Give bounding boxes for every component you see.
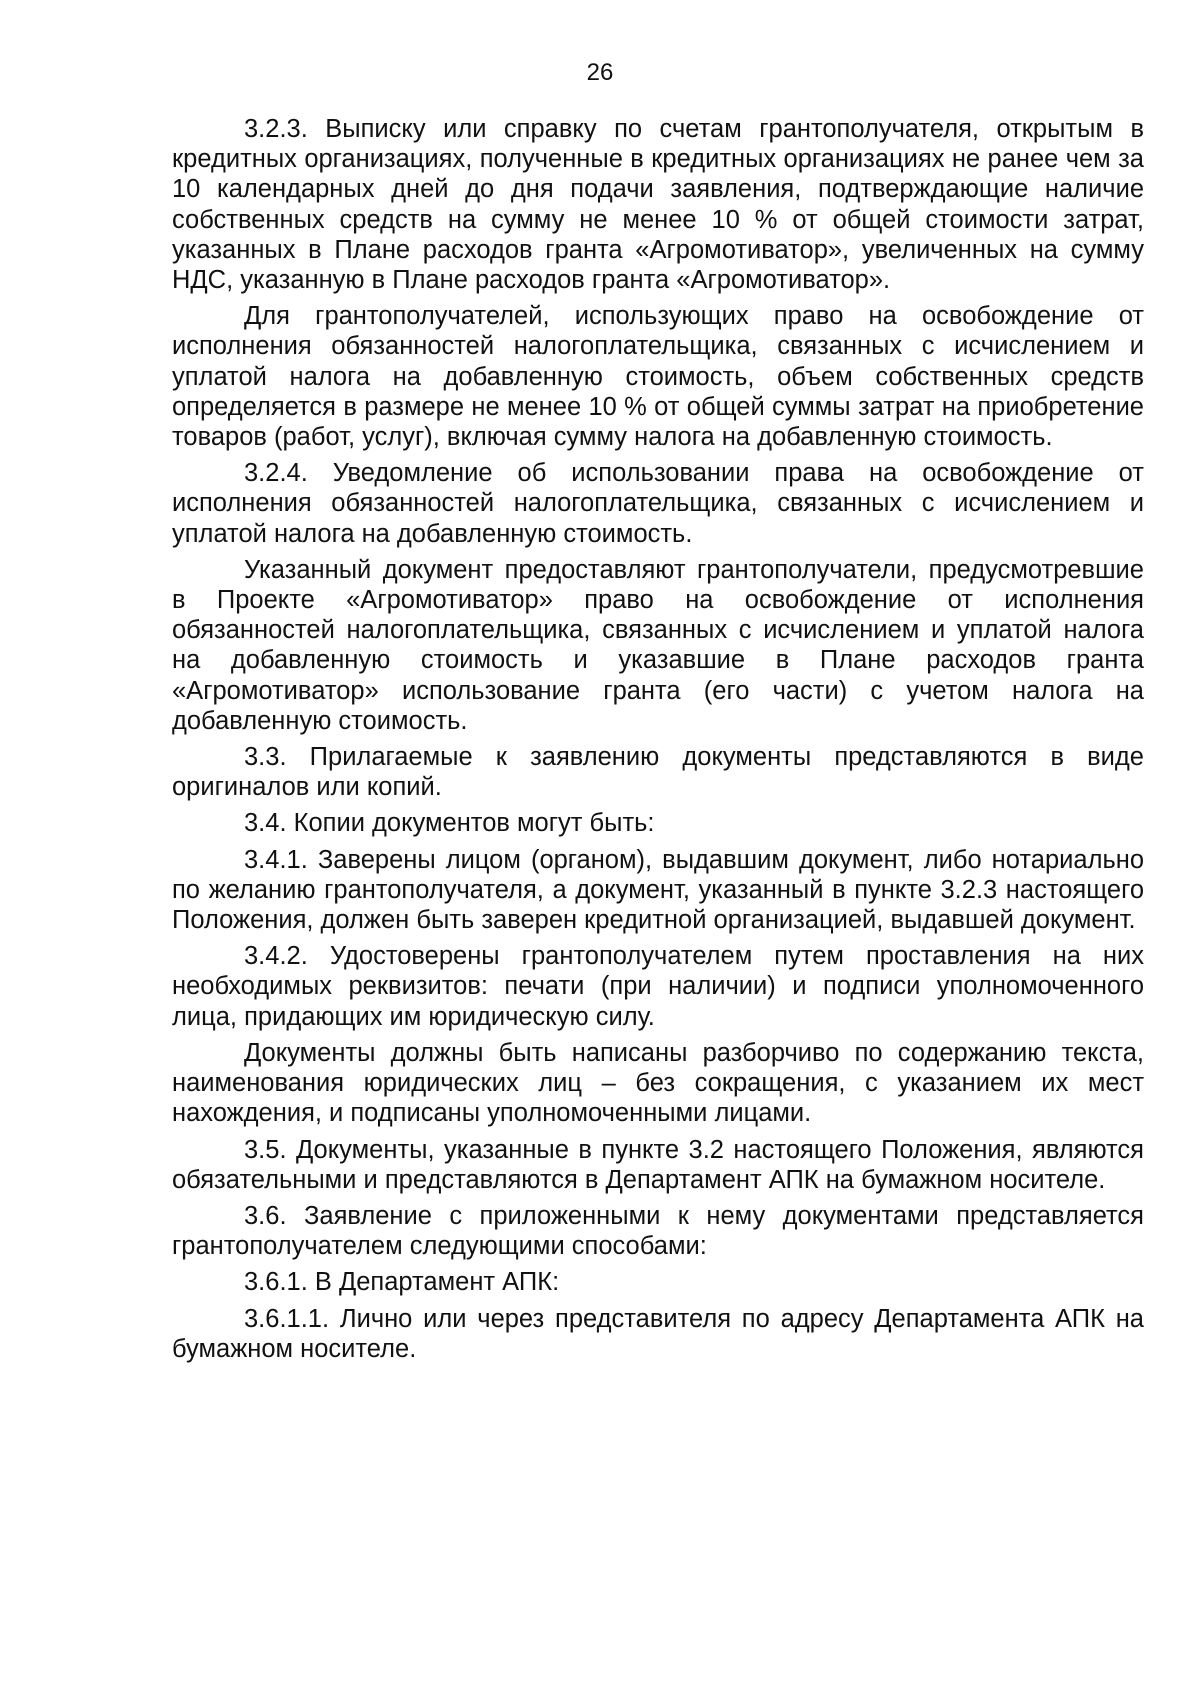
- paragraph-own-funds-vat-exempt: Для грантополучателей, использующих право на освобождение от исполнения обязанностей налогоплательщика, связанных с исчислением и уплатой налога на добавленную стоимость, объем собственных средств определяется в размере не менее 10 % от общей суммы затрат на приобретение товаров (работ, услуг), включая сумму налога на добавленную стоимость.: [172, 302, 1144, 452]
- paragraph-3-4: 3.4. Копии документов могут быть:: [244, 809, 655, 838]
- paragraph-3-2-4: 3.2.4. Уведомление об использовании права на освобождение от исполнения обязанностей налогоплательщика, связанных с исчислением и уплатой налога на добавленную стоимость.: [172, 459, 1144, 548]
- paragraph-3-6: 3.6. Заявление с приложенными к нему документами представляется грантополучателем следующими способами:: [172, 1201, 1144, 1261]
- paragraph-3-3: 3.3. Прилагаемые к заявлению документы представляются в виде оригиналов или копий.: [172, 743, 1144, 802]
- paragraph-document-providers: Указанный документ предоставляют грантополучатели, предусмотревшие в Проекте «Агромотиватор» право на освобождение от исполнения обязанностей налогоплательщика, связанных с исчислением и уплатой налога на добавленную стоимость и указавшие в Плане расходов гранта «Агромотиватор» использование гранта (его части) с учетом налога на добавленную стоимость.: [172, 555, 1144, 735]
- paragraph-3-2-3: 3.2.3. Выписку или справку по счетам грантополучателя, открытым в кредитных организациях, полученные в кредитных организациях не ранее чем за 10 календарных дней до дня подачи заявления, подтверждающие наличие собственных средств на сумму не менее 10 % от общей стоимости затрат, указанных в Плане расходов гранта «Агромотиватор», увеличенных на сумму НДС, указанную в Плане расходов гранта «Агромотиватор».: [172, 115, 1144, 295]
- paragraph-documents-legibility: Документы должны быть написаны разборчиво по содержанию текста, наименования юридических лиц – без сокращения, с указанием их мест нахождения, и подписаны уполномоченными лицами.: [172, 1038, 1144, 1128]
- paragraph-3-6-1: 3.6.1. В Департамент АПК:: [244, 1268, 560, 1297]
- paragraph-3-4-2: 3.4.2. Удостоверены грантополучателем путем проставления на них необходимых реквизитов: печати (при наличии) и подписи уполномоченного лица, придающих им юридическую силу.: [172, 942, 1144, 1031]
- paragraph-3-5: 3.5. Документы, указанные в пункте 3.2 настоящего Положения, являются обязательными и представляются в Департамент АПК на бумажном носителе.: [172, 1135, 1144, 1194]
- document-body: [172, 114, 1144, 1370]
- paragraph-3-4-1: 3.4.1. Заверены лицом (органом), выдавшим документ, либо нотариально по желанию грантополучателя, а документ, указанный в пункте 3.2.3 настоящего Положения, должен быть заверен кредитной организацией, выдавшей документ.: [172, 845, 1144, 935]
- paragraph-3-6-1-1: 3.6.1.1. Лично или через представителя по адресу Департамента АПК на бумажном носителе.: [172, 1304, 1144, 1363]
- page-number: 26: [586, 59, 614, 86]
